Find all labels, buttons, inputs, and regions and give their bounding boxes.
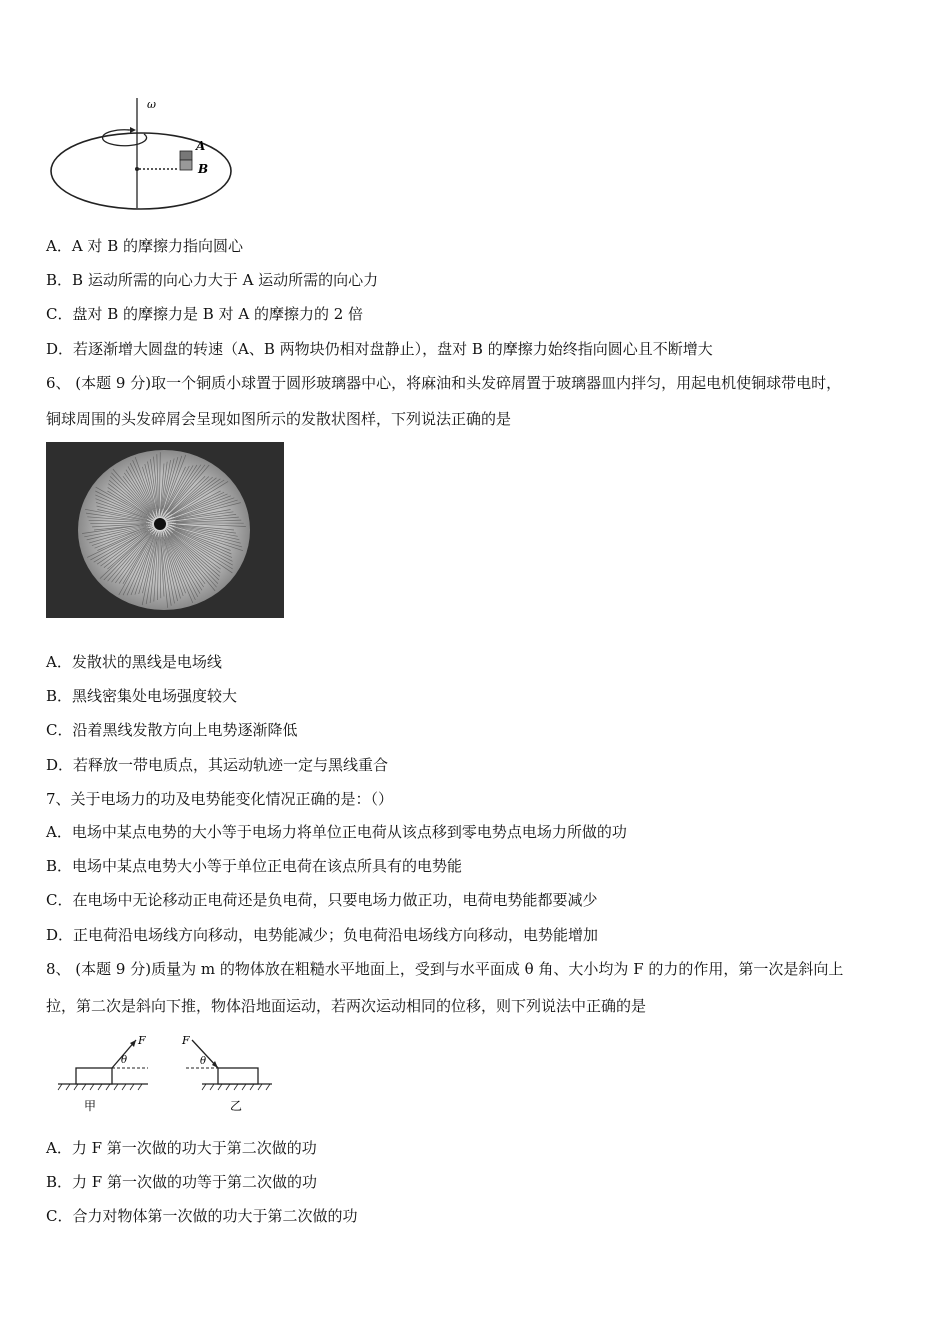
copper-ball [154,518,166,530]
q5-option-a: A．A 对 B 的摩擦力指向圆心 [46,237,243,255]
ground-hatch-left [58,1084,142,1090]
ground-hatch-right [202,1084,270,1090]
q5-option-d: D．若逐渐增大圆盘的转速（A、B 两物块仍相对盘静止），盘对 B 的摩擦力始终指向圆心且不断增大 [46,340,713,358]
rotating-disc-figure [44,96,244,214]
q8-stem-line1: 8、 (本题 9 分)质量为 m 的物体放在粗糙水平地面上，受到与水平面成 θ 角、大小均为 F 的力的作用，第一次是斜向上 [46,960,844,978]
q5-option-b: B．B 运动所需的向心力大于 A 运动所需的向心力 [46,271,379,289]
q8-stem-line2: 拉，第二次是斜向下推，物体沿地面运动，若两次运动相同的位移，则下列说法中正确的是 [46,997,647,1015]
q6-stem-line1: 6、 (本题 9 分)取一个铜质小球置于圆形玻璃器中心，将麻油和头发碎屑置于玻璃器皿内拌匀，用起电机使铜球带电时， [46,374,842,392]
force-label-right: F [182,1034,190,1047]
rotation-arrow [103,130,147,146]
force-diagrams [56,1030,286,1114]
q8-option-b: B．力 F 第一次做的功等于第二次做的功 [46,1173,317,1191]
q7-option-a: A．电场中某点电势的大小等于电场力将单位正电荷从该点移到零电势点电场力所做的功 [46,823,627,841]
caption-left: 甲 [84,1099,97,1113]
q7-option-d: D．正电荷沿电场线方向移动，电势能减少；负电荷沿电场线方向移动，电势能增加 [46,926,599,944]
angle-label-right: θ [200,1056,207,1067]
label-a: A [196,139,206,153]
angle-label-left: θ [121,1055,128,1066]
q6-option-b: B．黑线密集处电场强度较大 [46,687,238,705]
q6-option-d: D．若释放一带电质点，其运动轨迹一定与黑线重合 [46,756,389,774]
block-a [180,151,192,160]
disc-center [135,167,139,171]
caption-right: 乙 [230,1099,243,1113]
electric-field-photo [46,442,284,618]
omega-label: ω [147,98,156,111]
q8-option-c: C．合力对物体第一次做的功大于第二次做的功 [46,1207,358,1225]
glass-dish [78,450,250,610]
q6-stem-line2: 铜球周围的头发碎屑会呈现如图所示的发散状图样，下列说法正确的是 [46,410,512,428]
rotation-arrowhead [130,127,136,133]
q5-option-c: C．盘对 B 的摩擦力是 B 对 A 的摩擦力的 2 倍 [46,305,364,323]
q8-option-a: A．力 F 第一次做的功大于第二次做的功 [46,1139,317,1157]
block-right [218,1068,258,1084]
label-b: B [198,162,209,176]
block-b [180,160,192,170]
q7-option-b: B．电场中某点电势大小等于单位正电荷在该点所具有的电势能 [46,857,463,875]
q6-option-c: C．沿着黑线发散方向上电势逐渐降低 [46,721,298,739]
q6-option-a: A．发散状的黑线是电场线 [46,653,222,671]
q7-option-c: C．在电场中无论移动正电荷还是负电荷，只要电场力做正功，电荷电势能都要减少 [46,891,598,909]
block-left [76,1068,112,1084]
force-label-left: F [138,1034,146,1047]
q7-stem: 7、关于电场力的功及电势能变化情况正确的是：（） [46,790,394,808]
